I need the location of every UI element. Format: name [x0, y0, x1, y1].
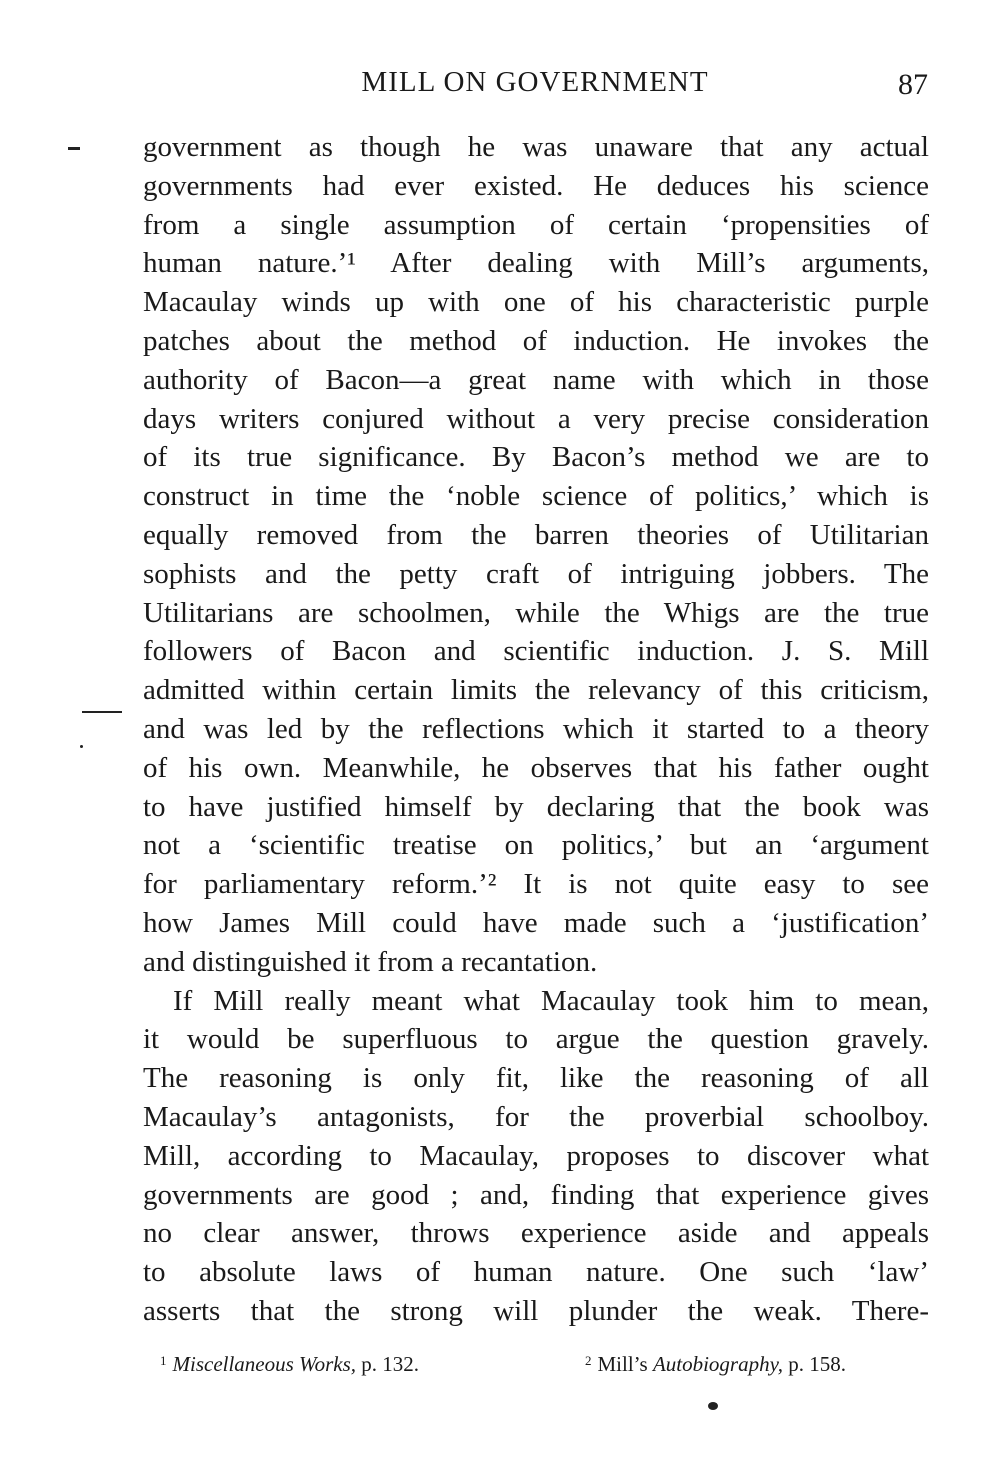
text-line: Utilitarians are schoolmen, while the Whigs are the true	[143, 596, 929, 629]
running-head	[140, 66, 930, 106]
text-line: not a ‘scientific treatise on politics,’ but an ‘argument	[143, 829, 929, 862]
text-line: to have justified himself by declaring that the book was	[143, 790, 929, 823]
text-line: construct in time the ‘noble science of politics,’ which is	[143, 480, 929, 513]
text-line: authority of Bacon—a great name with which in those	[143, 363, 929, 396]
text-line: asserts that the strong will plunder the weak. There-	[143, 1294, 929, 1327]
text-line: patches about the method of induction. He invokes the	[143, 324, 929, 357]
footnote-1	[160, 1352, 419, 1377]
text-line: to absolute laws of human nature. One such ‘law’	[143, 1256, 929, 1289]
running-title: MILL ON GOVERNMENT	[361, 66, 709, 98]
text-line: government as though he was unaware that any actual	[143, 131, 929, 163]
page-number: 87	[898, 68, 928, 101]
text-line: from a single assumption of certain ‘propensities of	[143, 208, 929, 241]
text-line: governments had ever existed. He deduces his science	[143, 169, 929, 202]
scan-mark	[708, 1402, 718, 1410]
scan-mark	[80, 745, 83, 748]
text-line: for parliamentary reform.’² It is not quite easy to see	[143, 868, 929, 901]
text-line: admitted within certain limits the relevancy of this criticism,	[143, 674, 929, 707]
footnote-page: p. 132.	[356, 1352, 420, 1376]
text-line: no clear answer, throws experience aside and appeals	[143, 1217, 929, 1250]
footnote-page: p. 158.	[783, 1352, 847, 1376]
footnote-prefix: Mill’s	[597, 1352, 653, 1376]
body-text	[143, 128, 929, 1331]
scan-mark	[68, 147, 80, 150]
footnote-marker: 1	[160, 1353, 167, 1368]
text-line: followers of Bacon and scientific induction. J. S. Mill	[143, 635, 929, 668]
footnote-title: Miscellaneous Works,	[172, 1352, 357, 1376]
scan-mark	[82, 711, 122, 713]
text-line: and distinguished it from a recantation.	[143, 945, 598, 978]
text-line: If Mill really meant what Macaulay took him to mean,	[173, 984, 929, 1017]
footnote-2	[585, 1352, 846, 1377]
text-line: human nature.’¹ After dealing with Mill’s arguments,	[143, 247, 929, 280]
text-line: Mill, according to Macaulay, proposes to discover what	[143, 1139, 929, 1172]
text-line: equally removed from the barren theories of Utilitarian	[143, 518, 929, 551]
footnote-title: Autobiography,	[652, 1352, 784, 1376]
text-line: sophists and the petty craft of intriguing jobbers. The	[143, 557, 929, 590]
text-line: and was led by the reflections which it started to a theory	[143, 712, 929, 745]
text-line: it would be superfluous to argue the question gravely.	[143, 1023, 929, 1056]
text-line: The reasoning is only fit, like the reasoning of all	[143, 1062, 929, 1095]
footnote-marker: 2	[585, 1353, 592, 1368]
text-line: days writers conjured without a very precise consideration	[143, 402, 929, 435]
text-line: governments are good ; and, finding that experience gives	[143, 1178, 929, 1211]
text-line: of its true significance. By Bacon’s method we are to	[143, 441, 929, 474]
text-line: Macaulay’s antagonists, for the proverbial schoolboy.	[143, 1100, 929, 1133]
text-line: Macaulay winds up with one of his characteristic purple	[143, 286, 929, 319]
text-line: how James Mill could have made such a ‘justification’	[143, 906, 929, 939]
footnotes	[160, 1352, 920, 1382]
text-line: of his own. Meanwhile, he observes that his father ought	[143, 751, 929, 784]
